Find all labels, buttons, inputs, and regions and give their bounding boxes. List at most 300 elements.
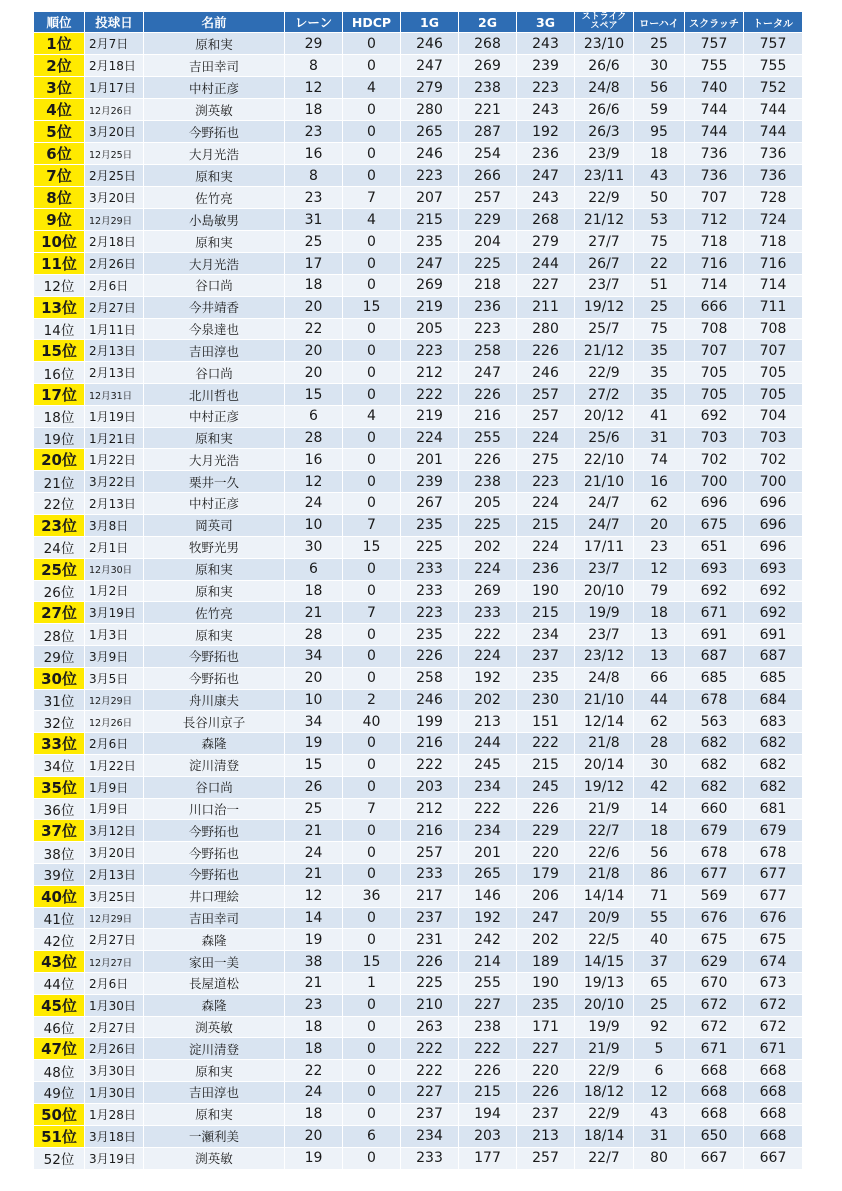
- lane-cell: 38: [285, 951, 343, 973]
- date-cell: 1月9日: [85, 798, 144, 820]
- date-cell: 1月21日: [85, 427, 144, 449]
- strike-spare-cell: 14/14: [575, 885, 634, 907]
- rank-cell: 10位: [34, 231, 85, 253]
- game1-cell: 269: [401, 275, 459, 297]
- strike-spare-cell: 20/9: [575, 907, 634, 929]
- strike-spare-cell: 23/7: [575, 558, 634, 580]
- hdcp-cell: 6: [343, 1125, 401, 1147]
- game1-cell: 237: [401, 1103, 459, 1125]
- hdcp-cell: 0: [343, 820, 401, 842]
- scratch-cell: 563: [685, 711, 744, 733]
- rank-cell: 15位: [34, 340, 85, 362]
- name-cell: 井口理絵: [144, 885, 285, 907]
- hdcp-cell: 7: [343, 602, 401, 624]
- lane-cell: 24: [285, 493, 343, 515]
- low-high-cell: 56: [634, 842, 685, 864]
- table-row: [34, 864, 803, 886]
- date-cell: 1月30日: [85, 994, 144, 1016]
- header-strike-spare: ストライク スペア: [575, 12, 634, 33]
- scratch-cell: 687: [685, 645, 744, 667]
- table-row: [34, 55, 803, 77]
- game1-cell: 225: [401, 536, 459, 558]
- total-cell: 678: [744, 842, 803, 864]
- table-row: [34, 994, 803, 1016]
- table-row: [34, 1103, 803, 1125]
- lane-cell: 24: [285, 842, 343, 864]
- game3-cell: 224: [517, 493, 575, 515]
- lane-cell: 31: [285, 209, 343, 231]
- strike-spare-cell: 19/12: [575, 296, 634, 318]
- total-cell: 704: [744, 406, 803, 428]
- scratch-cell: 700: [685, 471, 744, 493]
- game1-cell: 265: [401, 121, 459, 143]
- game2-cell: 205: [459, 493, 517, 515]
- name-cell: 谷口尚: [144, 776, 285, 798]
- game2-cell: 177: [459, 1147, 517, 1169]
- game3-cell: 220: [517, 1060, 575, 1082]
- date-cell: 2月27日: [85, 1016, 144, 1038]
- hdcp-cell: 4: [343, 209, 401, 231]
- strike-spare-cell: 17/11: [575, 536, 634, 558]
- name-cell: 中村正彦: [144, 493, 285, 515]
- strike-spare-cell: 24/7: [575, 514, 634, 536]
- scratch-cell: 755: [685, 55, 744, 77]
- lane-cell: 20: [285, 362, 343, 384]
- strike-spare-cell: 22/9: [575, 187, 634, 209]
- rank-cell: 46位: [34, 1016, 85, 1038]
- strike-spare-cell: 22/6: [575, 842, 634, 864]
- date-cell: 3月22日: [85, 471, 144, 493]
- table-row: [34, 33, 803, 55]
- name-cell: 栗井一久: [144, 471, 285, 493]
- date-cell: 2月7日: [85, 33, 144, 55]
- game1-cell: 263: [401, 1016, 459, 1038]
- date-cell: 3月19日: [85, 1147, 144, 1169]
- game1-cell: 235: [401, 514, 459, 536]
- scratch-cell: 668: [685, 1060, 744, 1082]
- scratch-cell: 707: [685, 340, 744, 362]
- date-cell: 2月27日: [85, 296, 144, 318]
- date-cell: 2月6日: [85, 275, 144, 297]
- table-row: [34, 121, 803, 143]
- hdcp-cell: 0: [343, 1103, 401, 1125]
- game2-cell: 201: [459, 842, 517, 864]
- rank-cell: 43位: [34, 951, 85, 973]
- date-cell: 1月19日: [85, 406, 144, 428]
- game3-cell: 227: [517, 1038, 575, 1060]
- total-cell: 682: [744, 754, 803, 776]
- rank-cell: 25位: [34, 558, 85, 580]
- lane-cell: 23: [285, 994, 343, 1016]
- game2-cell: 238: [459, 471, 517, 493]
- strike-spare-cell: 22/10: [575, 449, 634, 471]
- strike-spare-cell: 19/12: [575, 776, 634, 798]
- game2-cell: 242: [459, 929, 517, 951]
- scratch-cell: 675: [685, 514, 744, 536]
- name-cell: 谷口尚: [144, 275, 285, 297]
- low-high-cell: 12: [634, 1082, 685, 1104]
- scratch-cell: 678: [685, 842, 744, 864]
- low-high-cell: 25: [634, 296, 685, 318]
- strike-spare-cell: 24/8: [575, 77, 634, 99]
- game2-cell: 226: [459, 449, 517, 471]
- name-cell: 原和実: [144, 1103, 285, 1125]
- name-cell: 大月光浩: [144, 253, 285, 275]
- game2-cell: 218: [459, 275, 517, 297]
- table-row: [34, 514, 803, 536]
- hdcp-cell: 0: [343, 994, 401, 1016]
- game1-cell: 224: [401, 427, 459, 449]
- hdcp-cell: 0: [343, 1060, 401, 1082]
- rank-cell: 4位: [34, 99, 85, 121]
- low-high-cell: 28: [634, 732, 685, 754]
- game3-cell: 246: [517, 362, 575, 384]
- low-high-cell: 13: [634, 624, 685, 646]
- name-cell: 原和実: [144, 1060, 285, 1082]
- table-row: [34, 384, 803, 406]
- game1-cell: 246: [401, 143, 459, 165]
- table-row: [34, 973, 803, 995]
- hdcp-cell: 0: [343, 1038, 401, 1060]
- lane-cell: 19: [285, 732, 343, 754]
- strike-spare-cell: 20/12: [575, 406, 634, 428]
- date-cell: 3月20日: [85, 842, 144, 864]
- game2-cell: 226: [459, 1060, 517, 1082]
- rank-cell: 14位: [34, 318, 85, 340]
- low-high-cell: 42: [634, 776, 685, 798]
- lane-cell: 26: [285, 776, 343, 798]
- low-high-cell: 16: [634, 471, 685, 493]
- game2-cell: 247: [459, 362, 517, 384]
- table-row: [34, 296, 803, 318]
- game1-cell: 235: [401, 624, 459, 646]
- hdcp-cell: 0: [343, 493, 401, 515]
- game2-cell: 222: [459, 624, 517, 646]
- table-row: [34, 275, 803, 297]
- date-cell: 2月13日: [85, 362, 144, 384]
- table-row: [34, 493, 803, 515]
- rank-cell: 24位: [34, 536, 85, 558]
- hdcp-cell: 2: [343, 689, 401, 711]
- strike-spare-cell: 26/7: [575, 253, 634, 275]
- date-cell: 12月26日: [85, 99, 144, 121]
- low-high-cell: 74: [634, 449, 685, 471]
- total-cell: 736: [744, 143, 803, 165]
- low-high-cell: 5: [634, 1038, 685, 1060]
- hdcp-cell: 36: [343, 885, 401, 907]
- table-row: [34, 99, 803, 121]
- lane-cell: 16: [285, 143, 343, 165]
- total-cell: 668: [744, 1082, 803, 1104]
- game3-cell: 226: [517, 798, 575, 820]
- rank-cell: 27位: [34, 602, 85, 624]
- hdcp-cell: 0: [343, 732, 401, 754]
- scratch-cell: 736: [685, 143, 744, 165]
- game3-cell: 257: [517, 406, 575, 428]
- date-cell: 1月22日: [85, 449, 144, 471]
- ranking-table: [33, 11, 803, 1170]
- header-scratch: スクラッチ: [685, 12, 744, 33]
- low-high-cell: 43: [634, 1103, 685, 1125]
- scratch-cell: 692: [685, 580, 744, 602]
- game1-cell: 223: [401, 165, 459, 187]
- rank-cell: 20位: [34, 449, 85, 471]
- name-cell: 岡英司: [144, 514, 285, 536]
- date-cell: 1月17日: [85, 77, 144, 99]
- rank-cell: 52位: [34, 1147, 85, 1169]
- game1-cell: 223: [401, 340, 459, 362]
- low-high-cell: 86: [634, 864, 685, 886]
- table-row: [34, 667, 803, 689]
- game1-cell: 207: [401, 187, 459, 209]
- game2-cell: 229: [459, 209, 517, 231]
- scratch-cell: 677: [685, 864, 744, 886]
- strike-spare-cell: 24/8: [575, 667, 634, 689]
- rank-cell: 5位: [34, 121, 85, 143]
- game2-cell: 257: [459, 187, 517, 209]
- date-cell: 1月11日: [85, 318, 144, 340]
- name-cell: 中村正彦: [144, 77, 285, 99]
- game2-cell: 244: [459, 732, 517, 754]
- game2-cell: 215: [459, 1082, 517, 1104]
- table-row: [34, 907, 803, 929]
- table-row: [34, 340, 803, 362]
- total-cell: 696: [744, 536, 803, 558]
- date-cell: 2月13日: [85, 493, 144, 515]
- scratch-cell: 716: [685, 253, 744, 275]
- name-cell: 淀川清登: [144, 754, 285, 776]
- game2-cell: 194: [459, 1103, 517, 1125]
- total-cell: 718: [744, 231, 803, 253]
- game3-cell: 243: [517, 99, 575, 121]
- total-cell: 672: [744, 994, 803, 1016]
- total-cell: 714: [744, 275, 803, 297]
- low-high-cell: 80: [634, 1147, 685, 1169]
- scratch-cell: 702: [685, 449, 744, 471]
- lane-cell: 10: [285, 514, 343, 536]
- game1-cell: 258: [401, 667, 459, 689]
- scratch-cell: 671: [685, 1038, 744, 1060]
- game1-cell: 237: [401, 907, 459, 929]
- total-cell: 671: [744, 1038, 803, 1060]
- hdcp-cell: 0: [343, 929, 401, 951]
- total-cell: 711: [744, 296, 803, 318]
- game3-cell: 279: [517, 231, 575, 253]
- hdcp-cell: 0: [343, 318, 401, 340]
- total-cell: 677: [744, 885, 803, 907]
- scratch-cell: 629: [685, 951, 744, 973]
- game3-cell: 227: [517, 275, 575, 297]
- name-cell: 森隆: [144, 994, 285, 1016]
- low-high-cell: 59: [634, 99, 685, 121]
- game2-cell: 213: [459, 711, 517, 733]
- game1-cell: 267: [401, 493, 459, 515]
- game2-cell: 224: [459, 558, 517, 580]
- low-high-cell: 62: [634, 711, 685, 733]
- lane-cell: 23: [285, 121, 343, 143]
- strike-spare-cell: 22/7: [575, 820, 634, 842]
- rank-cell: 19位: [34, 427, 85, 449]
- name-cell: 吉田幸司: [144, 55, 285, 77]
- low-high-cell: 35: [634, 340, 685, 362]
- scratch-cell: 671: [685, 602, 744, 624]
- rank-cell: 12位: [34, 275, 85, 297]
- date-cell: 2月1日: [85, 536, 144, 558]
- rank-cell: 33位: [34, 732, 85, 754]
- low-high-cell: 18: [634, 602, 685, 624]
- table-row: [34, 1060, 803, 1082]
- game2-cell: 203: [459, 1125, 517, 1147]
- game3-cell: 275: [517, 449, 575, 471]
- total-cell: 696: [744, 514, 803, 536]
- date-cell: 2月26日: [85, 1038, 144, 1060]
- table-row: [34, 602, 803, 624]
- game1-cell: 216: [401, 820, 459, 842]
- name-cell: 舟川康夫: [144, 689, 285, 711]
- strike-spare-cell: 21/12: [575, 340, 634, 362]
- scratch-cell: 569: [685, 885, 744, 907]
- lane-cell: 21: [285, 864, 343, 886]
- game1-cell: 203: [401, 776, 459, 798]
- name-cell: 吉田幸司: [144, 907, 285, 929]
- game2-cell: 254: [459, 143, 517, 165]
- total-cell: 744: [744, 99, 803, 121]
- rank-cell: 48位: [34, 1060, 85, 1082]
- rank-cell: 1位: [34, 33, 85, 55]
- date-cell: 3月9日: [85, 645, 144, 667]
- total-cell: 685: [744, 667, 803, 689]
- hdcp-cell: 0: [343, 842, 401, 864]
- lane-cell: 18: [285, 580, 343, 602]
- hdcp-cell: 1: [343, 973, 401, 995]
- table-row: [34, 1125, 803, 1147]
- game2-cell: 222: [459, 1038, 517, 1060]
- game2-cell: 234: [459, 776, 517, 798]
- date-cell: 2月26日: [85, 253, 144, 275]
- total-cell: 682: [744, 732, 803, 754]
- strike-spare-cell: 19/9: [575, 602, 634, 624]
- strike-spare-cell: 21/12: [575, 209, 634, 231]
- hdcp-cell: 0: [343, 624, 401, 646]
- game2-cell: 227: [459, 994, 517, 1016]
- table-row: [34, 558, 803, 580]
- total-cell: 668: [744, 1060, 803, 1082]
- name-cell: 吉田淳也: [144, 1082, 285, 1104]
- hdcp-cell: 40: [343, 711, 401, 733]
- game1-cell: 247: [401, 55, 459, 77]
- total-cell: 667: [744, 1147, 803, 1169]
- scratch-cell: 682: [685, 754, 744, 776]
- scratch-cell: 696: [685, 493, 744, 515]
- game3-cell: 222: [517, 732, 575, 754]
- header-date: 投球日: [85, 12, 144, 33]
- game3-cell: 220: [517, 842, 575, 864]
- total-cell: 668: [744, 1125, 803, 1147]
- low-high-cell: 75: [634, 231, 685, 253]
- game3-cell: 234: [517, 624, 575, 646]
- lane-cell: 15: [285, 754, 343, 776]
- game3-cell: 235: [517, 994, 575, 1016]
- total-cell: 700: [744, 471, 803, 493]
- hdcp-cell: 15: [343, 951, 401, 973]
- table-row: [34, 362, 803, 384]
- low-high-cell: 25: [634, 33, 685, 55]
- low-high-cell: 35: [634, 384, 685, 406]
- scratch-cell: 666: [685, 296, 744, 318]
- header-game1: 1G: [401, 12, 459, 33]
- low-high-cell: 6: [634, 1060, 685, 1082]
- hdcp-cell: 7: [343, 514, 401, 536]
- date-cell: 2月6日: [85, 732, 144, 754]
- table-row: [34, 689, 803, 711]
- game2-cell: 236: [459, 296, 517, 318]
- hdcp-cell: 0: [343, 99, 401, 121]
- name-cell: 原和実: [144, 558, 285, 580]
- date-cell: 2月18日: [85, 55, 144, 77]
- table-row: [34, 1082, 803, 1104]
- total-cell: 674: [744, 951, 803, 973]
- hdcp-cell: 0: [343, 864, 401, 886]
- scratch-cell: 714: [685, 275, 744, 297]
- rank-cell: 51位: [34, 1125, 85, 1147]
- game2-cell: 245: [459, 754, 517, 776]
- hdcp-cell: 0: [343, 384, 401, 406]
- rank-cell: 44位: [34, 973, 85, 995]
- name-cell: 長谷川京子: [144, 711, 285, 733]
- date-cell: 2月6日: [85, 973, 144, 995]
- table-row: [34, 187, 803, 209]
- scratch-cell: 668: [685, 1082, 744, 1104]
- lane-cell: 24: [285, 1082, 343, 1104]
- low-high-cell: 25: [634, 994, 685, 1016]
- strike-spare-cell: 21/9: [575, 1038, 634, 1060]
- strike-spare-cell: 18/14: [575, 1125, 634, 1147]
- game2-cell: 287: [459, 121, 517, 143]
- game1-cell: 217: [401, 885, 459, 907]
- game2-cell: 225: [459, 514, 517, 536]
- total-cell: 744: [744, 121, 803, 143]
- lane-cell: 17: [285, 253, 343, 275]
- strike-spare-cell: 21/8: [575, 864, 634, 886]
- game1-cell: 233: [401, 864, 459, 886]
- date-cell: 1月2日: [85, 580, 144, 602]
- strike-spare-cell: 22/9: [575, 362, 634, 384]
- total-cell: 682: [744, 776, 803, 798]
- game1-cell: 246: [401, 33, 459, 55]
- lane-cell: 25: [285, 798, 343, 820]
- game2-cell: 146: [459, 885, 517, 907]
- strike-spare-cell: 20/14: [575, 754, 634, 776]
- strike-spare-cell: 19/13: [575, 973, 634, 995]
- rank-cell: 8位: [34, 187, 85, 209]
- game1-cell: 246: [401, 689, 459, 711]
- name-cell: 吉田淳也: [144, 340, 285, 362]
- game1-cell: 279: [401, 77, 459, 99]
- game3-cell: 179: [517, 864, 575, 886]
- date-cell: 12月29日: [85, 689, 144, 711]
- table-row: [34, 449, 803, 471]
- header-game3: 3G: [517, 12, 575, 33]
- game1-cell: 234: [401, 1125, 459, 1147]
- lane-cell: 21: [285, 602, 343, 624]
- game3-cell: 223: [517, 77, 575, 99]
- game2-cell: 238: [459, 77, 517, 99]
- rank-cell: 3位: [34, 77, 85, 99]
- header-hdcp: HDCP: [343, 12, 401, 33]
- low-high-cell: 53: [634, 209, 685, 231]
- strike-spare-cell: 26/6: [575, 55, 634, 77]
- game1-cell: 233: [401, 558, 459, 580]
